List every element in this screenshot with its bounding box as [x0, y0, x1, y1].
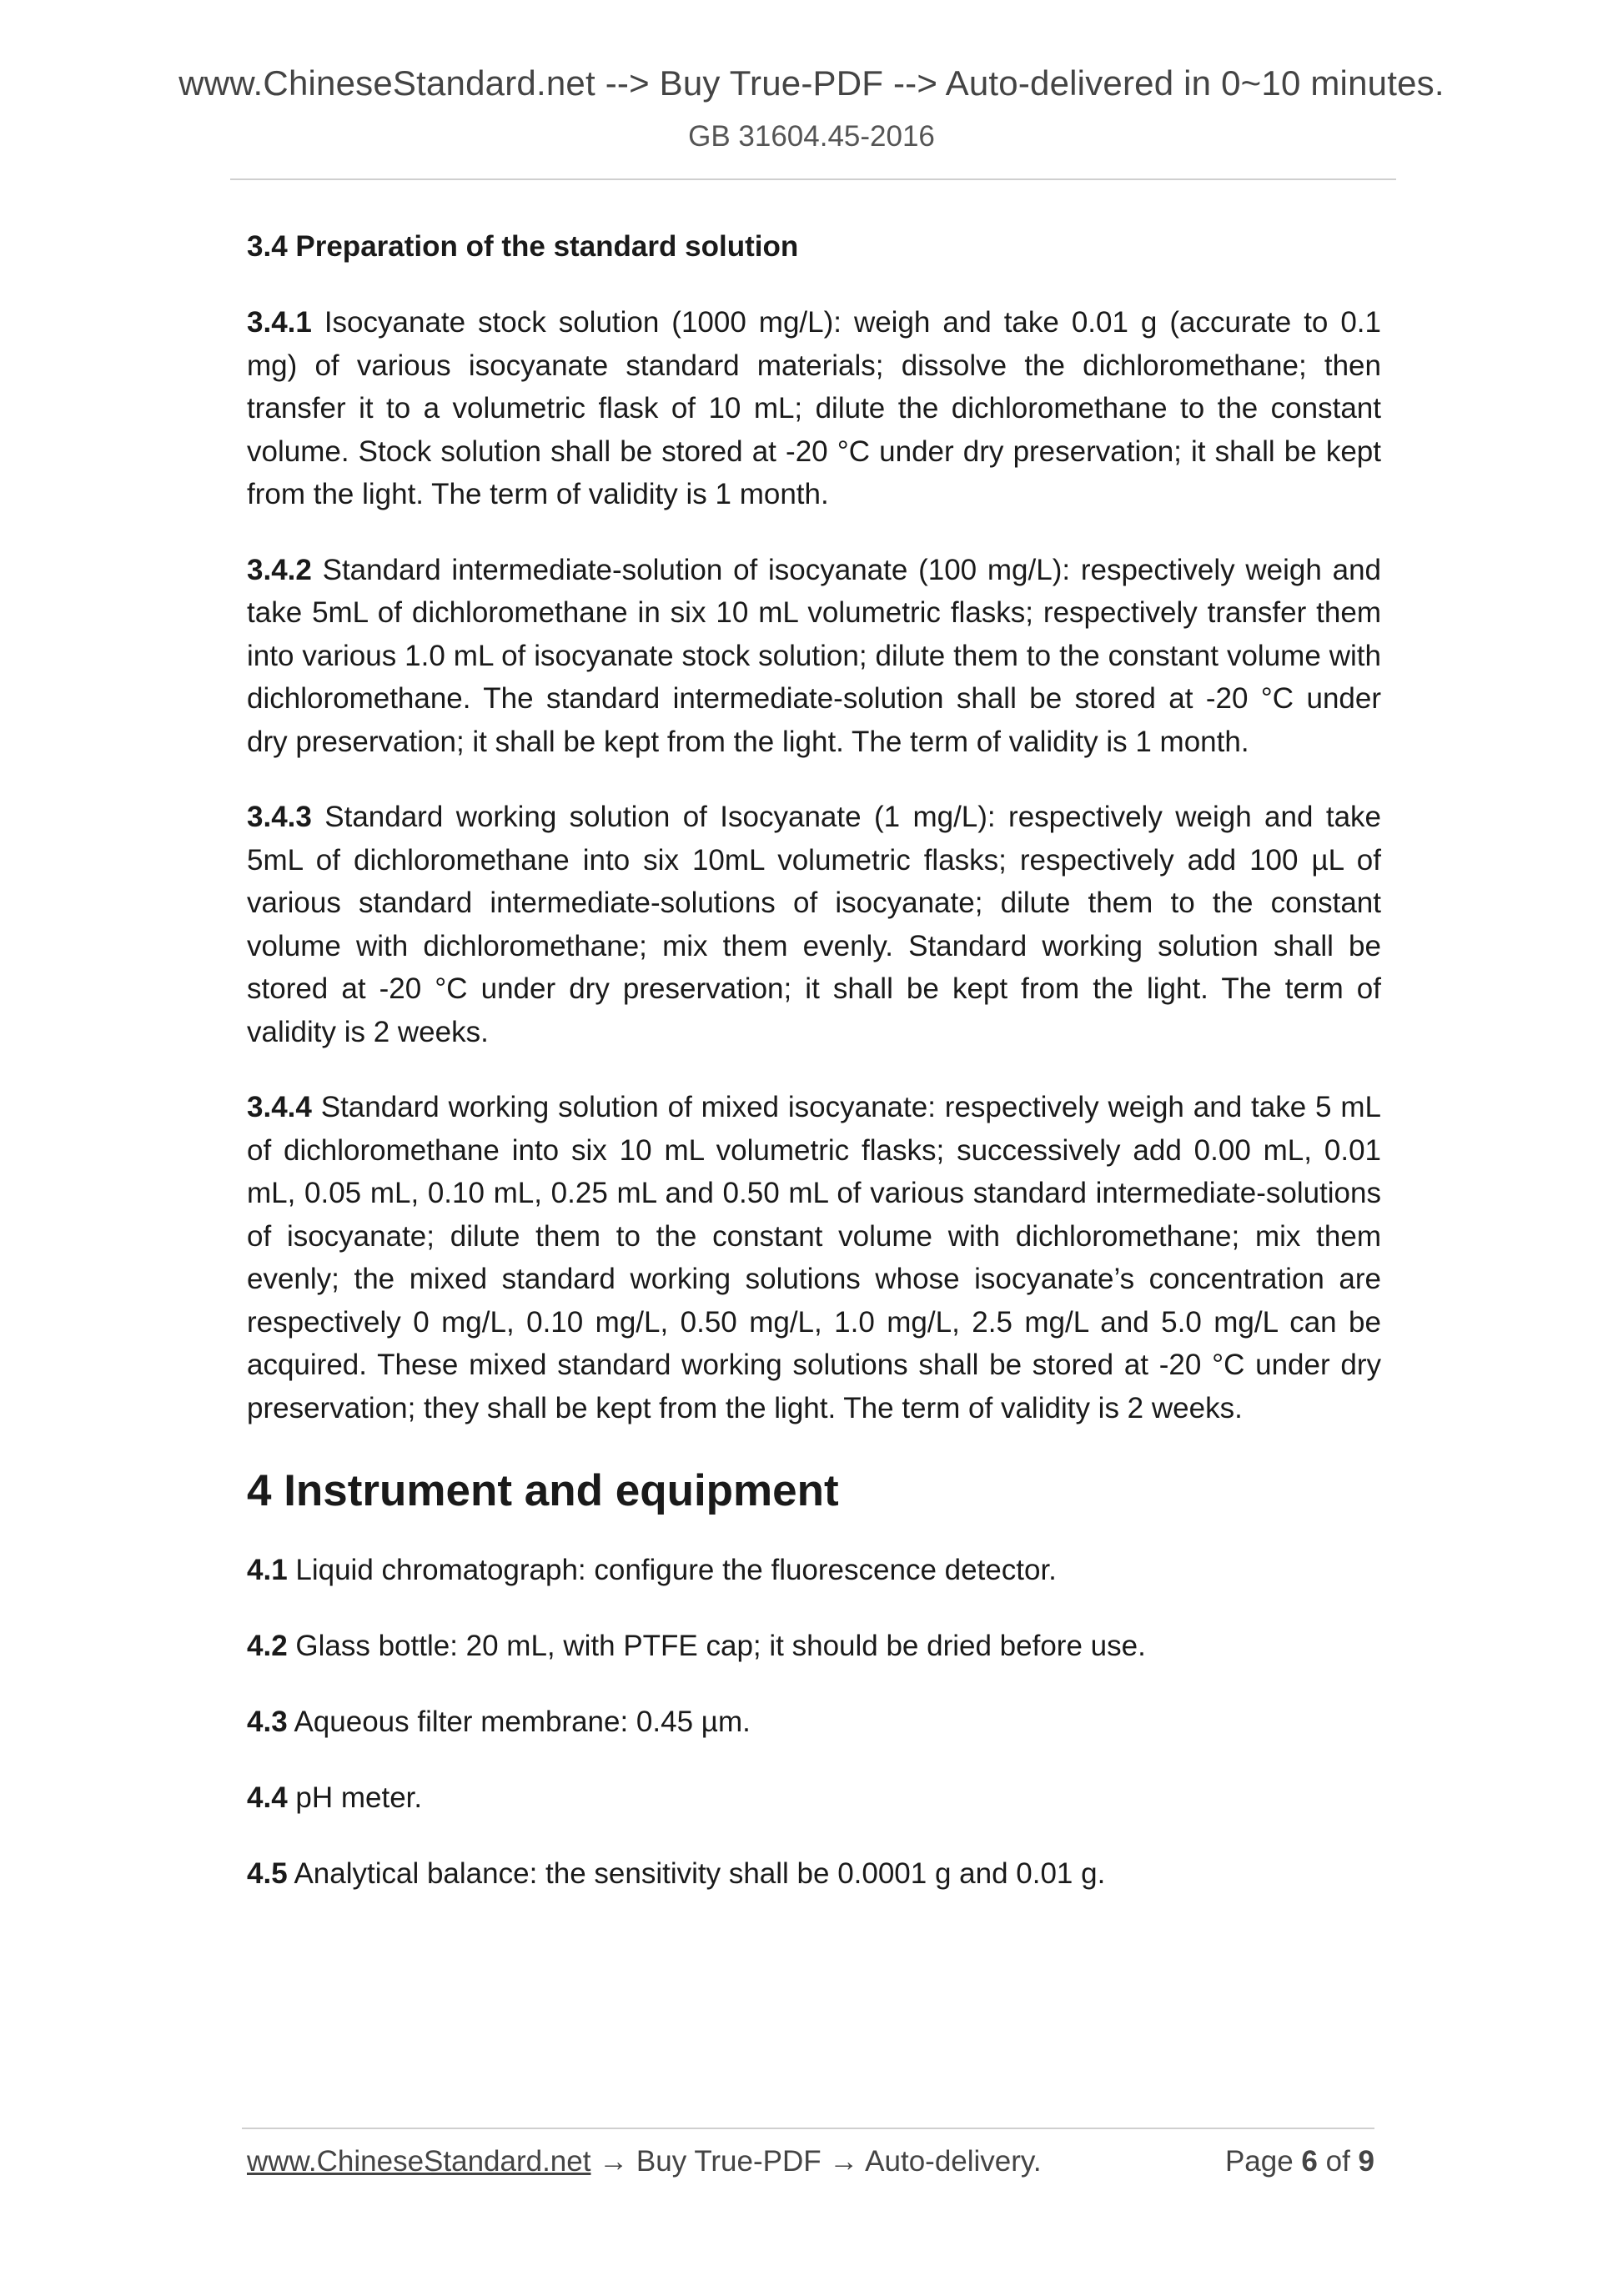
footer-divider	[242, 2128, 1374, 2129]
clause-4-5	[247, 1852, 1381, 1895]
clause-number: 4.5	[247, 1857, 288, 1890]
clause-text: Liquid chromatograph: configure the fluorescence detector.	[287, 1554, 1057, 1586]
clause-number: 3.4.4	[247, 1091, 312, 1123]
clause-number: 4.4	[247, 1781, 288, 1814]
clause-number: 4.2	[247, 1630, 288, 1662]
clause-4-4	[247, 1776, 1381, 1819]
clause-4-3	[247, 1701, 1381, 1743]
page-word: Page	[1224, 2145, 1302, 2178]
clause-text: Standard working solution of mixed isocyanate: respectively weigh and take 5 mL of dichloromethane into six 10 mL volumetric flasks; successively add 0.00 mL, 0.01 mL, 0.05 mL, 0.10 mL, 0.25 mL and 0.50 mL of various standard intermediate-solutions of isocyanate; dilute them to the constant volume with dichloromethane; mix them evenly; the mixed standard working solutions whose isocyanate’s concentration are respectively 0 mg/L, 0.10 mg/L, 0.50 mg/L, 1.0 mg/L, 2.5 mg/L and 5.0 mg/L can be acquired. These mixed standard working solutions shall be stored at -20 °C under dry preservation; they shall be kept from the light. The term of validity is 2 weeks.	[247, 1091, 1381, 1424]
header-divider	[230, 178, 1396, 180]
clause-number: 4.1	[247, 1554, 288, 1586]
header-banner-link[interactable]: www.ChineseStandard.net --> Buy True-PDF --> Auto-delivered in 0~10 minutes.	[178, 63, 1445, 103]
footer-promo	[247, 2145, 1042, 2178]
clause-number: 3.4.1	[247, 306, 312, 339]
clause-3-4-2	[247, 549, 1381, 764]
footer-site-link[interactable]: www.ChineseStandard.net	[247, 2145, 591, 2178]
page-content	[247, 225, 1381, 1928]
clause-text: Isocyanate stock solution (1000 mg/L): weigh and take 0.01 g (accurate to 0.1 mg) of various isocyanate standard materials; dissolve the dichloromethane; then transfer it to a volumetric flask of 10 mL; dilute the dichloromethane to the constant volume. Stock solution shall be stored at -20 °C under dry preservation; it shall be kept from the light. The term of validity is 1 month.	[247, 306, 1381, 510]
section-4-heading: 4 Instrument and equipment	[247, 1466, 839, 1515]
clause-number: 4.3	[247, 1706, 288, 1738]
document-number: GB 31604.45-2016	[688, 120, 935, 153]
clause-number: 3.4.3	[247, 801, 312, 833]
page-current: 6	[1301, 2145, 1318, 2178]
clause-text: pH meter.	[287, 1781, 423, 1814]
clause-3-4-3	[247, 796, 1381, 1053]
clause-3-4-4	[247, 1086, 1381, 1429]
page-indicator	[1225, 2145, 1374, 2178]
clause-number: 3.4.2	[247, 553, 312, 586]
clause-4-2	[247, 1625, 1381, 1667]
page-total: 9	[1358, 2145, 1374, 2178]
clause-text: Analytical balance: the sensitivity shall be 0.0001 g and 0.01 g.	[287, 1857, 1106, 1890]
page-of: of	[1317, 2145, 1359, 2178]
clause-text: Standard working solution of Isocyanate (1 mg/L): respectively weigh and take 5mL of dichloromethane into six 10mL volumetric flasks; respectively add 100 µL of various standard intermediate-solutions of isocyanate; dilute them to the constant volume with dichloromethane; mix them evenly. Standard working solution shall be stored at -20 °C under dry preservation; it shall be kept from the light. The term of validity is 2 weeks.	[247, 801, 1381, 1048]
clause-text: Aqueous filter membrane: 0.45 µm.	[287, 1706, 751, 1738]
footer-promo-text: → Buy True-PDF → Auto-delivery.	[590, 2145, 1042, 2178]
clause-4-1	[247, 1549, 1381, 1591]
clause-text: Standard intermediate-solution of isocyanate (100 mg/L): respectively weigh and take 5mL of dichloromethane in six 10 mL volumetric flasks; respectively transfer them into various 1.0 mL of isocyanate stock solution; dilute them to the constant volume with dichloromethane. The standard intermediate-solution shall be stored at -20 °C under dry preservation; it shall be kept from the light. The term of validity is 1 month.	[247, 553, 1381, 758]
section-3-4-heading: 3.4 Preparation of the standard solution	[247, 230, 799, 263]
clause-3-4-1	[247, 301, 1381, 516]
clause-text: Glass bottle: 20 mL, with PTFE cap; it should be dried before use.	[287, 1630, 1146, 1662]
